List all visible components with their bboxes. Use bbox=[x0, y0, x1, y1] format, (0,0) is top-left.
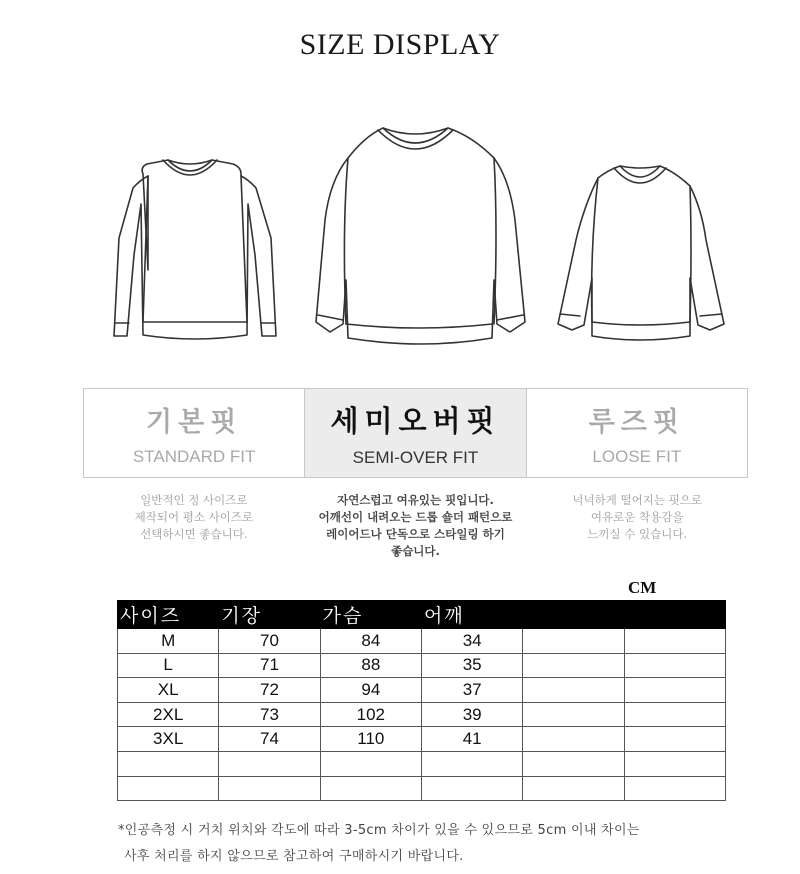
loose-fit-sweatshirt-icon bbox=[558, 166, 724, 340]
table-cell bbox=[320, 751, 421, 776]
table-cell: 73 bbox=[219, 702, 320, 727]
fit-semi-over-ko: 세미오버핏 bbox=[330, 403, 501, 438]
table-cell bbox=[118, 751, 219, 776]
table-cell: 37 bbox=[421, 678, 522, 703]
table-cell bbox=[523, 776, 624, 801]
header-length: 기장 bbox=[219, 601, 320, 629]
fit-standard-en: STANDARD FIT bbox=[132, 446, 256, 466]
table-row bbox=[118, 751, 726, 776]
measurement-note bbox=[118, 818, 758, 870]
table-cell: 35 bbox=[421, 653, 522, 678]
table-cell: 41 bbox=[421, 727, 522, 752]
page-title: SIZE DISPLAY bbox=[299, 28, 501, 61]
header-shoulder: 어깨 bbox=[421, 601, 522, 629]
header-size: 사이즈 bbox=[118, 601, 219, 629]
table-cell bbox=[624, 678, 725, 703]
table-cell bbox=[624, 727, 725, 752]
table-cell bbox=[624, 751, 725, 776]
table-cell bbox=[624, 776, 725, 801]
table-cell: 3XL bbox=[118, 727, 219, 752]
table-cell: 110 bbox=[320, 727, 421, 752]
table-cell: M bbox=[118, 629, 219, 654]
table-row bbox=[118, 702, 726, 727]
fit-standard-ko: 기본핏 bbox=[146, 406, 243, 438]
table-cell bbox=[523, 653, 624, 678]
fit-semi-over bbox=[305, 389, 526, 477]
table-cell: 74 bbox=[219, 727, 320, 752]
table-cell bbox=[219, 776, 320, 801]
table-cell: L bbox=[118, 653, 219, 678]
table-header-row bbox=[118, 601, 726, 629]
table-cell: 39 bbox=[421, 702, 522, 727]
fit-loose bbox=[527, 389, 747, 477]
fit-loose-ko: 루즈핏 bbox=[588, 406, 685, 438]
table-cell: 88 bbox=[320, 653, 421, 678]
table-cell: 71 bbox=[219, 653, 320, 678]
fit-descriptions bbox=[83, 492, 748, 560]
table-cell: 94 bbox=[320, 678, 421, 703]
table-cell: 34 bbox=[421, 629, 522, 654]
table-cell bbox=[523, 702, 624, 727]
fit-loose-en: LOOSE FIT bbox=[592, 446, 682, 466]
header-chest: 가슴 bbox=[320, 601, 421, 629]
standard-fit-sweatshirt-icon bbox=[114, 160, 276, 339]
header-empty-2 bbox=[624, 601, 725, 629]
table-cell bbox=[421, 751, 522, 776]
table-cell bbox=[118, 776, 219, 801]
table-cell bbox=[523, 629, 624, 654]
table-row bbox=[118, 653, 726, 678]
fit-loose-desc: 넉넉하게 떨어지는 핏으로 여유로운 착용감을 느끼실 수 있습니다. bbox=[572, 493, 702, 541]
table-cell bbox=[523, 727, 624, 752]
table-cell bbox=[421, 776, 522, 801]
table-cell: 2XL bbox=[118, 702, 219, 727]
note-line-1: *인공측정 시 거치 위치와 각도에 따라 3-5cm 차이가 있을 수 있으므로 5cm 이내 차이는 bbox=[118, 823, 640, 838]
fit-semi-over-desc: 자연스럽고 여유있는 핏입니다. 어깨선이 내려오는 드롭 숄더 패턴으로 레이어드나 단독으로 스타일링 하기 좋습니다. bbox=[318, 493, 513, 558]
table-cell: 102 bbox=[320, 702, 421, 727]
table-cell: 72 bbox=[219, 678, 320, 703]
table-row bbox=[118, 776, 726, 801]
table-cell bbox=[523, 678, 624, 703]
table-cell bbox=[219, 751, 320, 776]
table-cell: XL bbox=[118, 678, 219, 703]
fit-standard bbox=[84, 389, 305, 477]
table-cell: 84 bbox=[320, 629, 421, 654]
table-row bbox=[118, 727, 726, 752]
note-line-2: 사후 처리를 하지 않으므로 참고하여 구매하시기 바랍니다. bbox=[124, 849, 464, 864]
table-cell bbox=[320, 776, 421, 801]
header-empty-1 bbox=[523, 601, 624, 629]
table-cell bbox=[624, 653, 725, 678]
table-cell: 70 bbox=[219, 629, 320, 654]
table-cell bbox=[624, 702, 725, 727]
table-row bbox=[118, 678, 726, 703]
table-cell bbox=[624, 629, 725, 654]
fit-options bbox=[83, 388, 748, 478]
unit-label: CM bbox=[628, 578, 657, 597]
table-row bbox=[118, 629, 726, 654]
size-table bbox=[117, 600, 726, 801]
semi-over-fit-sweatshirt-icon bbox=[316, 128, 525, 344]
table-cell bbox=[523, 751, 624, 776]
fit-standard-desc: 일반적인 정 사이즈로 제작되어 평소 사이즈로 선택하시면 좋습니다. bbox=[134, 493, 254, 541]
fit-semi-over-en: SEMI-OVER FIT bbox=[352, 447, 479, 467]
sweatshirt-illustrations bbox=[0, 110, 800, 370]
